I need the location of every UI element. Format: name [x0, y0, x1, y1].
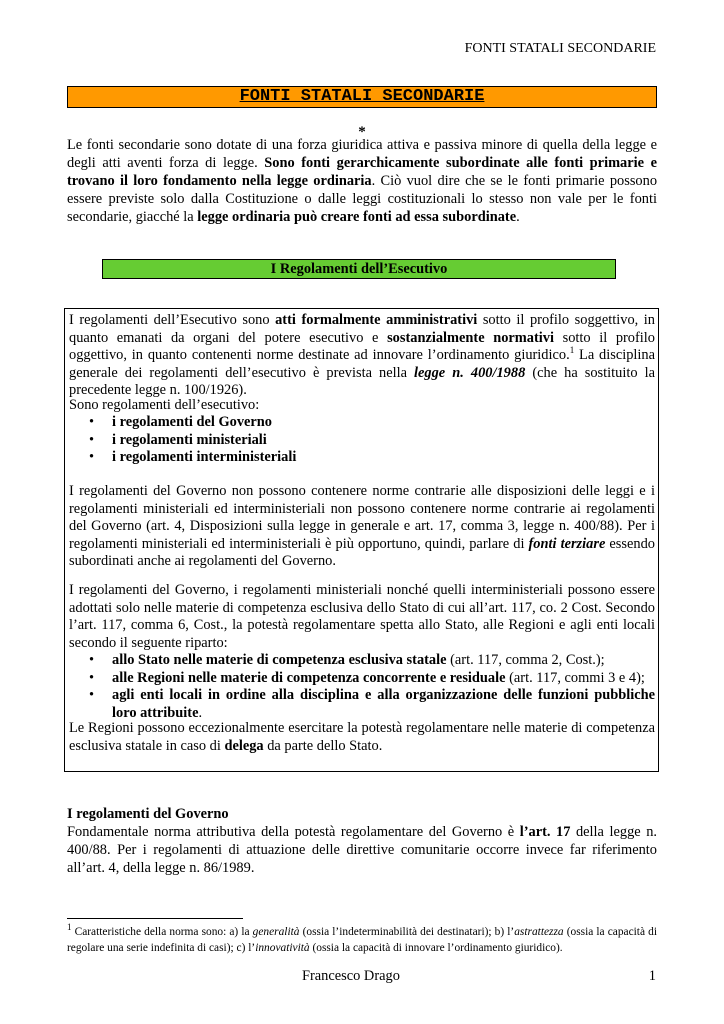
separator-asterisk: * — [358, 124, 366, 140]
list-item: • agli enti locali in ordine alla disciplina e alla organizzazione delle funzioni pubbliche loro attribuite. — [69, 687, 655, 722]
footnote-ref[interactable]: 1 — [569, 345, 575, 356]
list-item: • i regolamenti del Governo — [69, 414, 655, 432]
list-item: • i regolamenti interministeriali — [69, 449, 655, 467]
page-number: 1 — [648, 968, 656, 984]
title-box — [67, 86, 657, 108]
list-item: • i regolamenti ministeriali — [69, 432, 655, 450]
section-heading: I regolamenti del Governo — [67, 806, 229, 822]
list-item: • alle Regioni nelle materie di competenza concorrente e residuale (art. 117, commi 3 e 4); — [69, 670, 655, 688]
section-title-regolamenti-esecutivo: I Regolamenti dell’Esecutivo — [102, 259, 616, 279]
footnote-divider — [67, 918, 243, 919]
document-title: FONTI STATALI SECONDARIE — [239, 87, 485, 106]
regolamenti-types-list — [69, 414, 655, 467]
section-regolamenti-governo: I regolamenti del Governo Fondamentale norma attributiva della potestà regolamentare del Governo è l’art. 17 della legge n. 400/88. Per i regolamenti di attuazione delle direttive comunitarie occorre invece far riferimento all’art. 4, della legge n. 86/1989. — [67, 806, 657, 876]
riparto-list — [69, 652, 655, 722]
list-intro: Sono regolamenti dell’esecutivo: — [69, 397, 260, 413]
box-paragraph-3: I regolamenti del Governo, i regolamenti ministeriali nonché quelli interministeriali possono essere adottati solo nelle materie di competenza esclusiva dello Stato di cui all’art. 117, co. 2 Cost. Secondo l’art. 117, comma 6, Cost., la potestà regolamentare spetta allo Stato, alle Regioni e agli enti locali secondo il seguente riparto: — [69, 582, 655, 651]
box-paragraph-2: I regolamenti del Governo non possono contenere norme contrarie alle disposizioni delle leggi e i regolamenti ministeriali ed interministeriali non possono contenere norme contrarie ai regolamenti del Governo (art. 4, Disposizioni sulla legge in generale e art. 17, comma 3, legge n. 400/88). Per i regolamenti ministeriali ed interministeriali è più opportuno, quindi, parlare di fonti terziare essendo subordinati anche ai regolamenti del Governo. — [69, 483, 655, 570]
running-header: FONTI STATALI SECONDARIE — [464, 41, 656, 56]
box-paragraph-4: Le Regioni possono eccezionalmente esercitare la potestà regolamentare nelle materie di competenza esclusiva statale in caso di delega da parte dello Stato. — [69, 720, 655, 754]
footer-author: Francesco Drago — [302, 968, 400, 984]
box-paragraph-1: I regolamenti dell’Esecutivo sono atti formalmente amministrativi sotto il profilo soggettivo, in quanto emanati da organi del potere esecutivo e sostanzialmente normativi sotto il profilo oggettivo, in quanto contenenti norme destinate ad innovare l’ordinamento giuridico.$^1$ La disciplina generale dei regolamenti dell’esecutivo è prevista nella legge n. 400/1988 (che ha sostituito la precedente legge n. 100/1926). — [69, 312, 656, 399]
intro-paragraph: Le fonti secondarie sono dotate di una forza giuridica attiva e passiva minore di quella della legge e degli atti aventi forza di legge. Sono fonti gerarchicamente subordinate alle fonti primarie e trovano il loro fondamento nella legge ordinaria. Ciò vuol dire che se le fonti primarie possono essere previste solo dalla Costituzione o dalle leggi costituzionali lo stesso non vale per le fonti secondarie, giacché la legge ordinaria può creare fonti ad essa subordinate. — [67, 137, 658, 225]
list-item: • allo Stato nelle materie di competenza esclusiva statale (art. 117, comma 2, Cost.); — [69, 652, 655, 670]
footnote: $^1$ Caratteristiche della norma sono: a) la generalità (ossia l’indeterminabilità dei destinatari); b) l’astrattezza (ossia la capacità di regolare una serie indefinita di casi); c) l’innovatività (ossia la capacità di innovare l’ordinamento giuridico). — [67, 922, 657, 954]
